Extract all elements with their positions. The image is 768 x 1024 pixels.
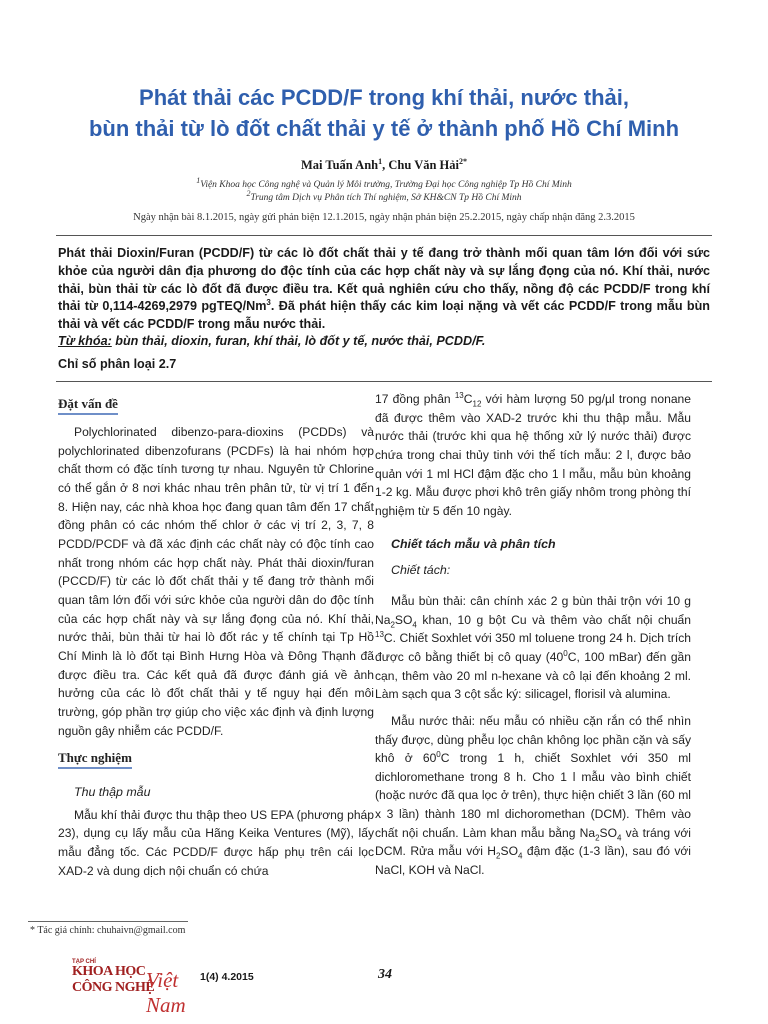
section-heading-intro: Đặt vấn đề (58, 396, 118, 415)
sampling-paragraph: Mẫu khí thải được thu thập theo US EPA (phương pháp 23), dụng cụ lấy mẫu của Hãng Keika Ventures (Mỹ), lấy mẫu đẳng tốc. Các PCDD/F được hấp phụ trên cái lọc XAD-2 và dung dịch nội chuẩn có chứa (58, 807, 374, 878)
right-paragraph-2 (375, 592, 691, 704)
p2-text-a: Mẫu bùn thải: cân chính xác 2 g bùn thải trộn với 10 g Na (375, 593, 691, 627)
p2-text-b: SO (394, 612, 413, 627)
abstract-bottom-rule (56, 381, 712, 382)
p3-sub-1: 2 (595, 833, 600, 843)
footnote: * Tác giả chính: chuhaivn@gmail.com (30, 925, 186, 936)
right-paragraph-1 (375, 390, 691, 521)
affiliation-2 (0, 188, 768, 203)
logo-vietnam: Việt Nam (146, 968, 186, 1017)
abstract-text: Phát thải Dioxin/Furan (PCDD/F) từ các lò đốt chất thải y tế đang trở thành mối quan tâm lớn đối với sức khỏe của người dân địa phương do độc tính của các hợp chất này và sự lắng đọng của nó. Khí thải, nước thải, bùn thải từ các lò đốt đã được điều tra. Kết quả nghiên cứu cho thấy, nồng độ các PCDD/F trong khí thải từ 0,114-4269,2979 pgTEQ/Nm (58, 246, 710, 314)
p3-text-f: đậm đặc (1-3 lần), sau đó với NaCl, KOH và NaCl. (375, 844, 691, 878)
author-1-affil-mark: 1 (378, 156, 383, 166)
p3-text-a: Mẫu nước thải: nếu mẫu có nhiều cặn rắn có thể nhìn thấy được, dùng phễu lọc chân không lọc phần cặn và sấy khô ở 60 (375, 713, 691, 766)
p3-text-d: và tráng với DCM. Rửa mẫu với H (375, 825, 691, 859)
p1-text-b: C (463, 392, 473, 406)
p2-sup-2: 0 (563, 648, 568, 658)
intro-paragraph: Polychlorinated dibenzo-para-dioxins (PCDDs) và polychlorinated dibenzofurans (PCDFs) là hai nhóm hợp chất thơm có đặc tính tương tự nhau. Nguyên tử Chlorine có thể gắn ở 8 nơi khác nhau trên phân tử, từ vị trí 1 đến 8. Hiện nay, các nhà khoa học đang quan tâm đến 17 chất đồng phân có các nhóm thế chlor ở các vị trí 2, 3, 7, 8 PCDD/PCDF và đã xác định các chất này có độc tính cao nhất trong nhóm các hợp chất này. Phát thải dioxin/furan (PCCD/F) từ các lò đốt chất thải y tế đang trở thành mối quan tâm lớn đối với sức khỏe của người dân do độc tính của các hợp chất này và sự lắng đọng của nó. Khí thải, nước thải, bùn thải từ hai lò đốt rác y tế chính tại Tp Hồ Chí Minh là lò đốt tại Bình Hưng Hòa và Đông Thạnh đã được điều tra. Các kết quả đã được đánh giá về ảnh hưởng của các lò đốt chất thải y tế nguy hại đến môi trường, góp phần trợ giúp cho việc xác định và định lượng nguồn gây nhiễm các PCDD/F. (58, 425, 374, 738)
p2-sup-1: 13 (375, 630, 384, 640)
journal-logo (72, 959, 202, 1017)
author-list (0, 158, 768, 173)
right-paragraph-3 (375, 712, 691, 880)
author-2-affil-mark: 2* (459, 156, 468, 166)
author-2: Chu Văn Hải (388, 158, 460, 172)
subheading-extraction: Chiết tách: (391, 563, 451, 578)
p3-sup: 0 (436, 750, 441, 760)
p1-sup: 13 (454, 390, 464, 400)
p3-text-c: SO (599, 825, 618, 840)
classification-index: Chỉ số phân loại 2.7 (58, 357, 177, 371)
logo-line-1: KHOA HỌC (72, 964, 146, 979)
right-column (375, 390, 691, 880)
affiliation-1-text: Viện Khoa học Công nghệ và Quản lý Môi trường, Trường Đại học Công nghiệp Tp Hồ Chí Minh (200, 180, 572, 190)
logo-small-text: TẠP CHÍ (72, 959, 96, 965)
p3-text-b: C trong 1 h, chiết Soxhlet với 350 ml dichloromethane trong 8 h. Cho 1 l mẫu vào bình chiết (hoặc nước đã qua lọc ở trên), thực hiện chiết 3 lần (60 ml x 3 lần) thành 180 ml dichoromethan (DCM). Thêm vào chất nội chuẩn. Làm khan mẫu bằng Na (375, 751, 691, 840)
title-line-1: Phát thải các PCDD/F trong khí thải, nước thải, (139, 85, 629, 110)
p1-text-c: với hàm lượng 50 pg/µl trong nonane đã được thêm vào XAD-2 trước khi thu thập mẫu. Mẫu nước thải (trước khi qua hệ thống xử lý nước thải) được chứa trong chai thủy tinh với thể tích mẫu: 2 l, được bảo quản với 1 ml HCl đậm đặc cho 1 l mẫu, mẫu bùn khoảng 1-2 kg. Mẫu được phơi khô trên giấy nhôm trong phòng thí nghiệm từ 5 đến 10 ngày. (375, 392, 691, 518)
p1-text-a: 17 đồng phân (375, 392, 455, 406)
article-title (40, 82, 728, 144)
footnote-rule (28, 921, 188, 922)
abstract (58, 245, 710, 334)
section-heading-experimental: Thực nghiệm (58, 750, 132, 769)
subheading-sampling: Thu thập mẫu (74, 785, 151, 800)
p2-sub-2: 4 (412, 619, 417, 629)
title-line-2: bùn thải từ lò đốt chất thải y tế ở thành phố Hồ Chí Minh (88, 116, 680, 141)
keywords (58, 333, 710, 350)
logo-line-2: CÔNG NGHỆ (72, 980, 155, 995)
p1-sub: 12 (472, 399, 482, 409)
affiliation-1 (0, 175, 768, 190)
abstract-top-rule (56, 235, 712, 236)
affiliation-1-mark: 1 (196, 175, 201, 185)
issue-number: 1(4) 4.2015 (200, 971, 254, 983)
page-number: 34 (378, 967, 392, 982)
p2-text-c: khan, 10 g bột Cu và thêm vào chất nội chuẩn (416, 612, 691, 627)
p3-sub-4: 4 (517, 851, 523, 861)
subheading-extraction-analysis: Chiết tách mẫu và phân tích (391, 536, 556, 551)
left-column (58, 392, 374, 880)
affiliation-2-mark: 2 (246, 188, 251, 198)
abstract-sup: 3 (266, 298, 271, 308)
keywords-list: bùn thải, dioxin, furan, khí thải, lò đốt y tế, nước thải, PCDD/F. (111, 334, 486, 348)
p2-text-e: C, 100 mBar) đến gần cạn, thêm vào 20 ml n-hexane và cô lại đến khoảng 2 ml. Làm sạch qua 3 cột sắc ký: silicagel, florisil và alumina. (375, 649, 691, 702)
author-separator: , (382, 158, 389, 172)
p2-sub-1: 2 (390, 619, 395, 629)
p2-text-d: C. Chiết Soxhlet với 350 ml toluene trong 24 h. Dịch trích được cô bằng thiết bị cô quay (40 (375, 631, 691, 664)
submission-dates: Ngày nhận bài 8.1.2015, ngày gửi phản biện 12.1.2015, ngày nhận phản biện 25.2.2015, ngày chấp nhận đăng 2.3.2015 (133, 212, 635, 223)
affiliation-2-text: Trung tâm Dịch vụ Phân tích Thí nghiệm, Sở KH&CN Tp Hồ Chí Minh (250, 193, 522, 203)
p3-sub-2: 4 (617, 833, 622, 843)
author-1: Mai Tuấn Anh (300, 158, 379, 172)
abstract-text-end: . Đã phát hiện thấy các kim loại nặng và vết các PCDD/F trong mẫu bùn thải và vết các PCDD/F trong mẫu nước thải. (58, 299, 710, 332)
p3-sub-3: 2 (496, 851, 501, 861)
p3-text-e: SO (500, 844, 518, 859)
keywords-label: Từ khóa: (58, 334, 112, 348)
